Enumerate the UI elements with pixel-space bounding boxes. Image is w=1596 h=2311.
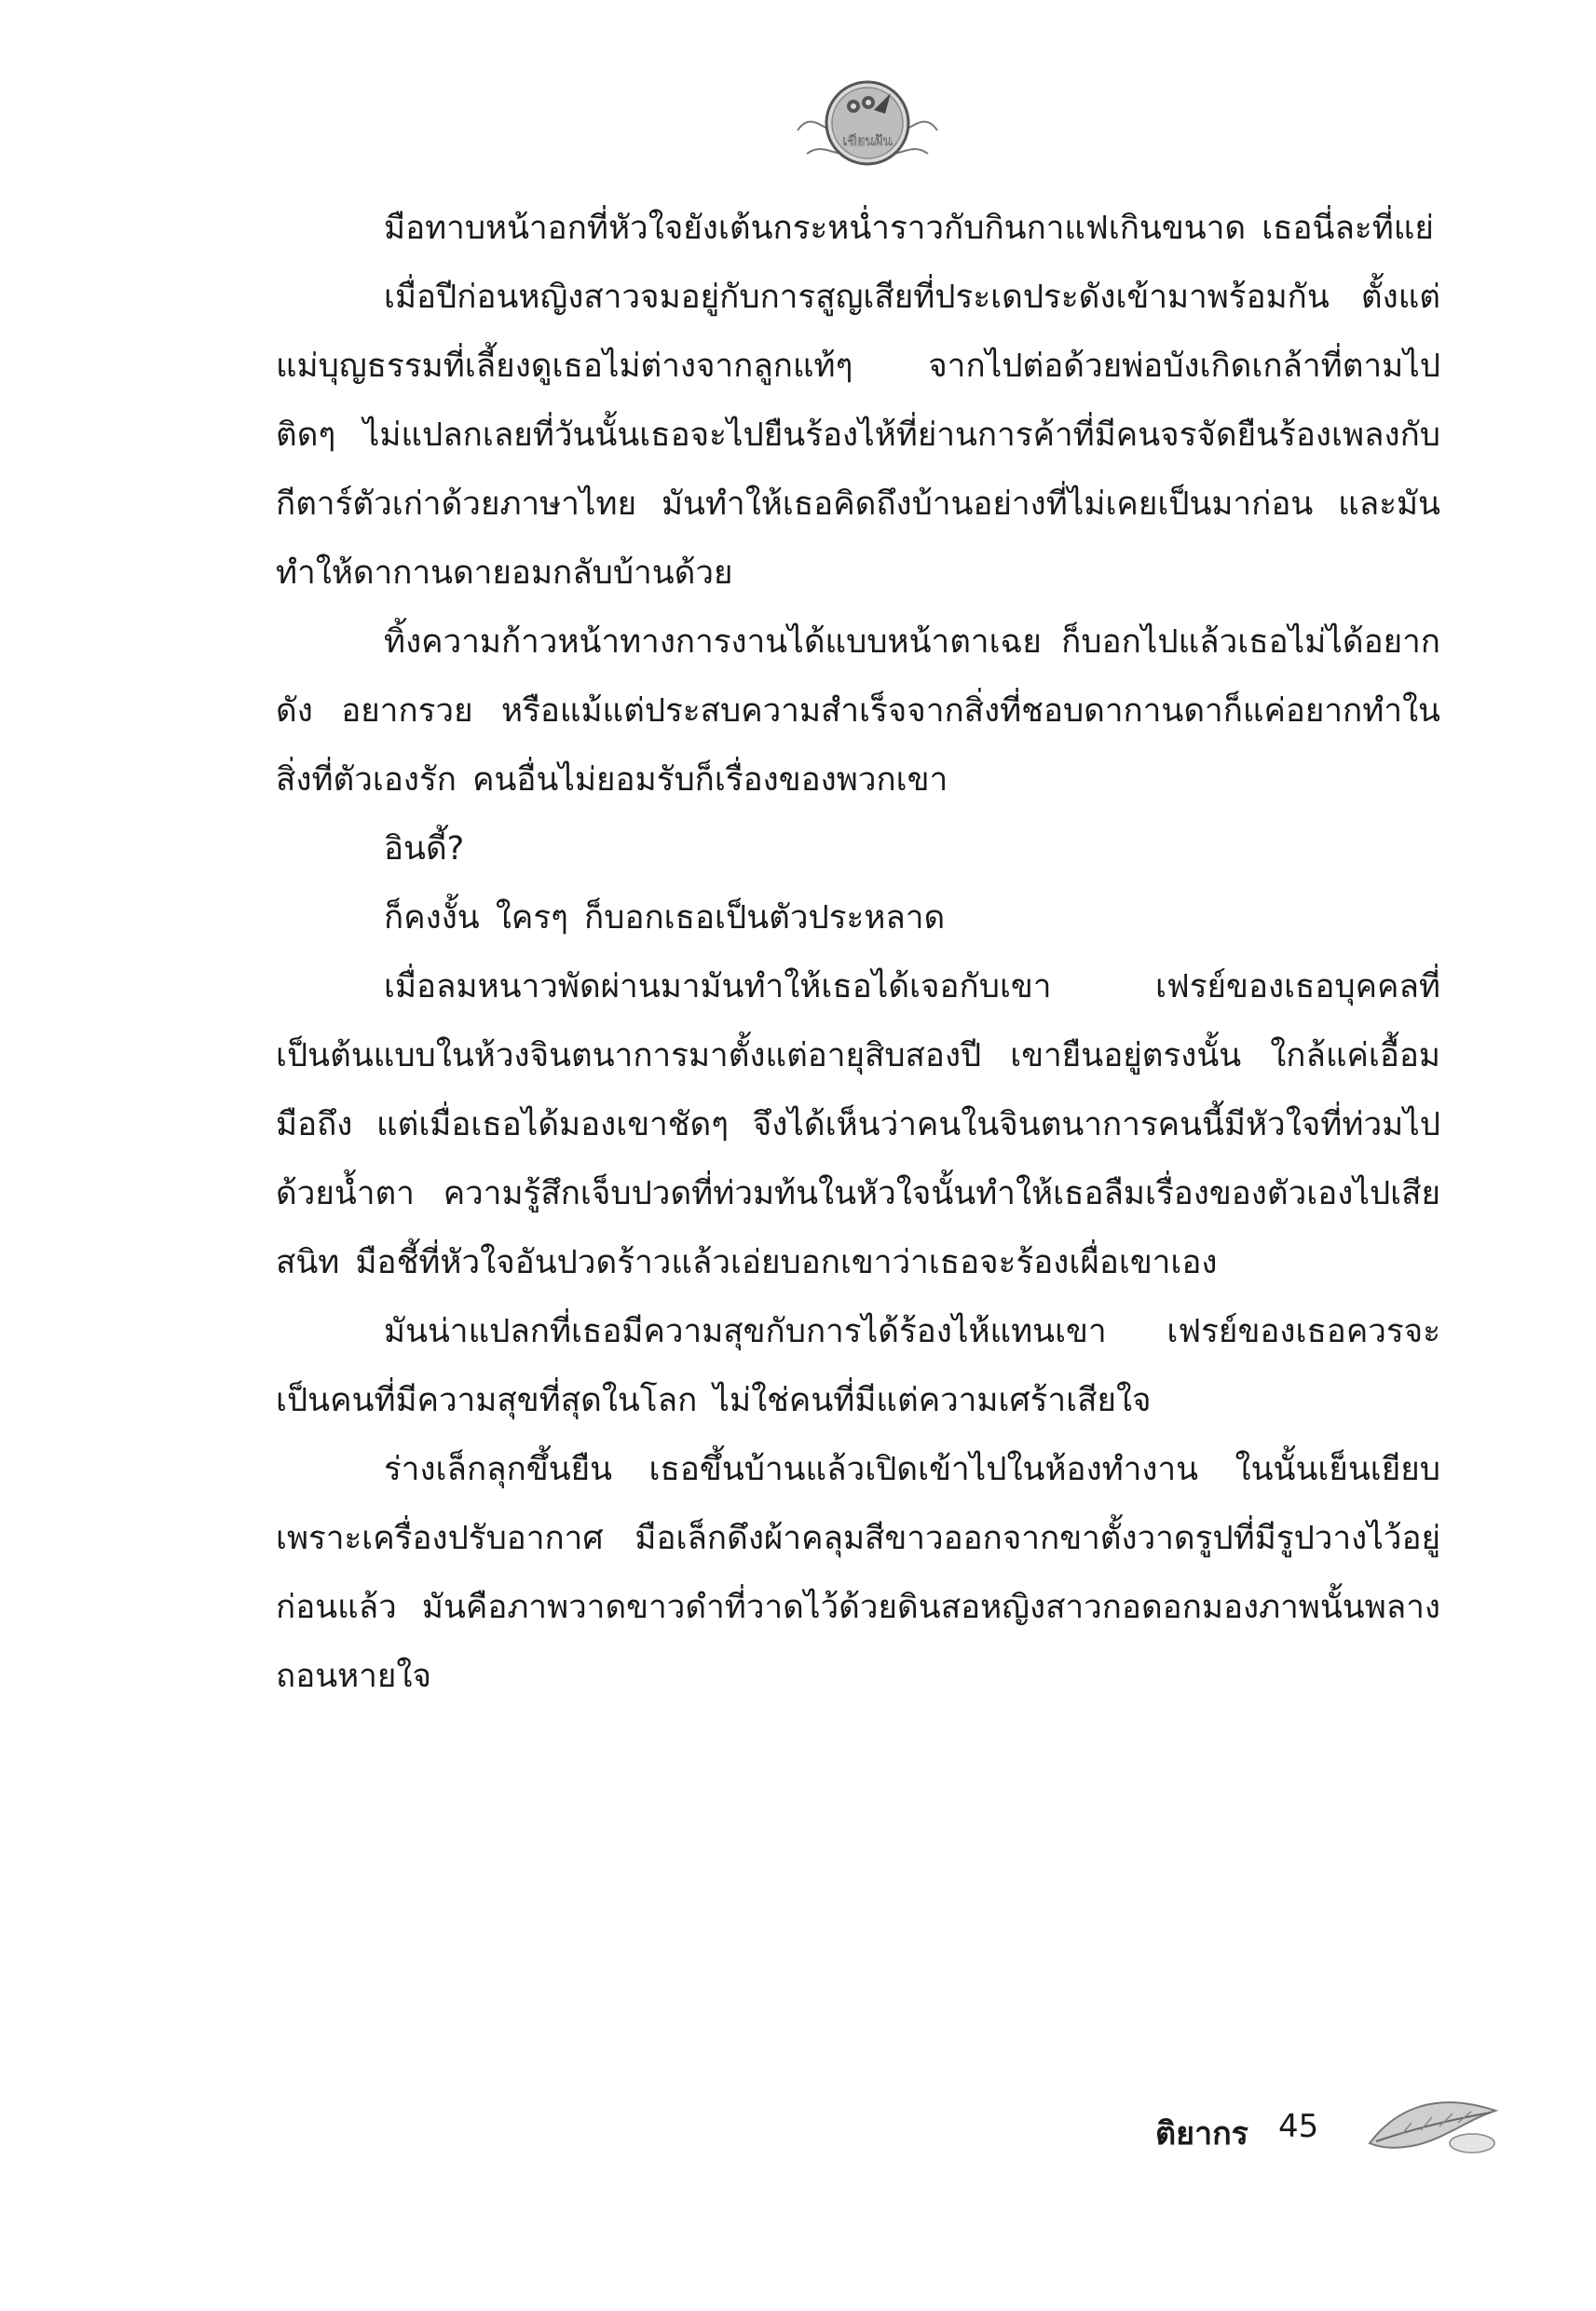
header-emblem-icon (788, 65, 947, 177)
paragraph: ก็คงงั้น ใครๆ ก็บอกเธอเป็นตัวประหลาด (384, 899, 946, 937)
paragraph: ร่างเล็กลุกขึ้นยืน เธอขึ้นบ้านแล้วเปิดเข้าไปในห้องทำงาน ในนั้นเย็นเยียบเพราะเครื่องปรับอากาศ มือเล็กดึงผ้าคลุมสีขาวออกจากขาตั้งวาดรูปที่มีรูปวางไว้อยู่ก่อนแล้ว มันคือภาพวาดขาวดำที่วาดไว้ด้วยดินสอหญิงสาวกอดอกมองภาพนั้นพลางถอนหายใจ (276, 1451, 1440, 1695)
paragraph: ทิ้งความก้าวหน้าทางการงานได้แบบหน้าตาเฉย ก็บอกไปแล้วเธอไม่ได้อยากดัง อยากรวย หรือแม้แต่ประสบความสำเร็จจากสิ่งที่ชอบดากานดาก็แค่อยากทำในสิ่งที่ตัวเองรัก คนอื่นไม่ยอมรับก็เรื่องของพวกเขา (276, 623, 1440, 799)
feather-quill-icon (1365, 2087, 1500, 2162)
page-number: 45 (1278, 2108, 1319, 2145)
paragraph: อินดี้? (384, 830, 465, 868)
logo-text: เขียนฝัน (842, 132, 893, 149)
page-footer (1155, 2087, 1509, 2181)
paragraph: เมื่อลมหนาวพัดผ่านมามันทำให้เธอได้เจอกับเขา เฟรย์ของเธอบุคคลที่เป็นต้นแบบในห้วงจินตนาการมาตั้งแต่อายุสิบสองปี เขายืนอยู่ตรงนั้น ใกล้แค่เอื้อมมือถึง แต่เมื่อเธอได้มองเขาชัดๆ จึงได้เห็นว่าคนในจินตนาการคนนี้มีหัวใจที่ท่วมไปด้วยน้ำตา ความรู้สึกเจ็บปวดที่ท่วมท้นในหัวใจนั้นทำให้เธอลืมเรื่องของตัวเองไปเสียสนิท มือชี้ที่หัวใจอันปวดร้าวแล้วเอ่ยบอกเขาว่าเธอจะร้องเผื่อเขาเอง (276, 968, 1440, 1281)
book-title: ติยากร (1155, 2115, 1248, 2153)
paragraph: มันน่าแปลกที่เธอมีความสุขกับการได้ร้องไห้แทนเขา เฟรย์ของเธอควรจะเป็นคนที่มีความสุขที่สุดในโลก ไม่ใช่คนที่มีแต่ความเศร้าเสียใจ (276, 1313, 1440, 1419)
chapter-body (276, 194, 1440, 1711)
paragraph: มือทาบหน้าอกที่หัวใจยังเต้นกระหน่ำราวกับกินกาแฟเกินขนาด เธอนี่ละที่แย่ (384, 210, 1434, 247)
paragraph: เมื่อปีก่อนหญิงสาวจมอยู่กับการสูญเสียที่ประเดประดังเข้ามาพร้อมกัน ตั้งแต่แม่บุญธรรมที่เลี้ยงดูเธอไม่ต่างจากลูกแท้ๆ จากไปต่อด้วยพ่อบังเกิดเกล้าที่ตามไปติดๆ ไม่แปลกเลยที่วันนั้นเธอจะไปยืนร้องไห้ที่ย่านการค้าที่มีคนจรจัดยืนร้องเพลงกับกีตาร์ตัวเก่าด้วยภาษาไทย มันทำให้เธอคิดถึงบ้านอย่างที่ไม่เคยเป็นมาก่อน และมันทำให้ดากานดายอมกลับบ้านด้วย (276, 279, 1440, 592)
